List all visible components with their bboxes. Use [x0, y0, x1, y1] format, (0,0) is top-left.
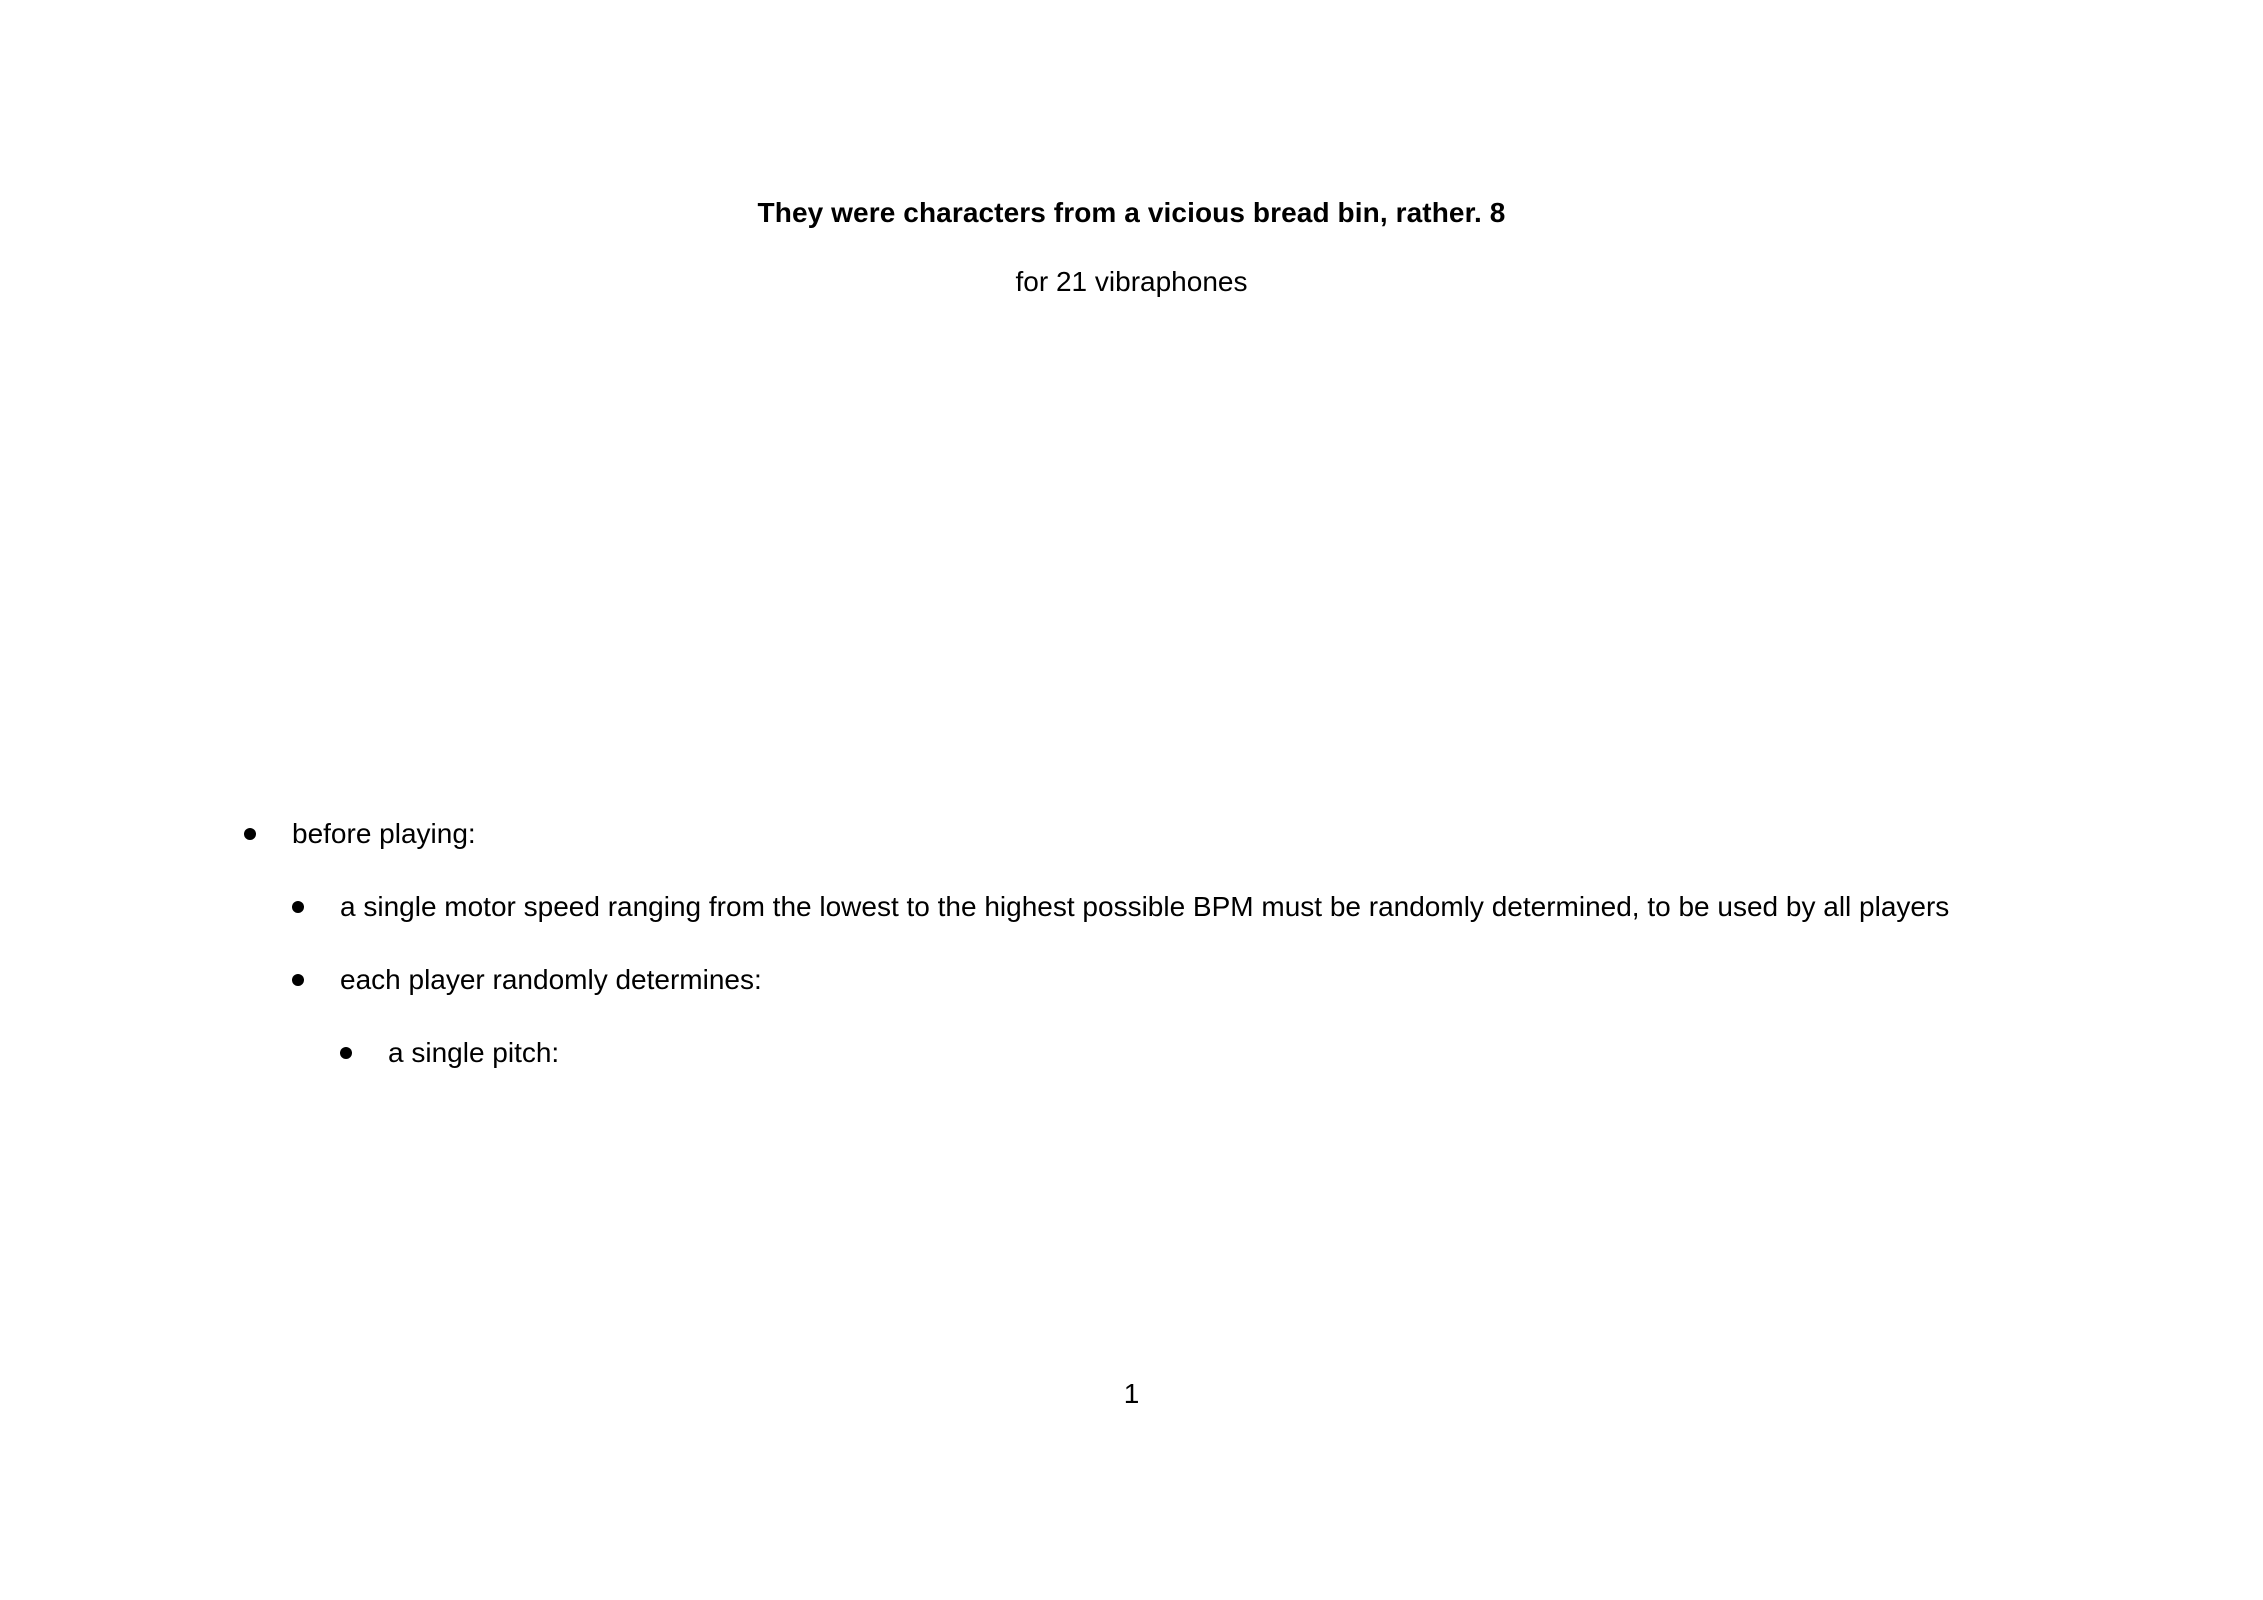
list-item-text: each player randomly determines: — [340, 964, 762, 995]
list-item-single-pitch — [340, 1033, 559, 1073]
bullet-icon — [292, 901, 304, 913]
list-item-text: before playing: — [292, 818, 476, 849]
list-item-before-playing — [244, 814, 476, 854]
document-subtitle: for 21 vibraphones — [1015, 266, 1248, 297]
document-title: They were characters from a vicious bread bin, rather. 8 — [757, 197, 1506, 228]
list-item-player-determines — [292, 960, 762, 1000]
list-item-text: a single pitch: — [388, 1037, 560, 1068]
bullet-icon — [244, 828, 256, 840]
page-number: 1 — [1123, 1378, 1140, 1409]
list-item-motor-speed — [292, 887, 1949, 927]
bullet-icon — [340, 1047, 352, 1059]
list-item-text: a single motor speed ranging from the lowest to the highest possible BPM must be randomly determined, to be used by all players — [340, 891, 1950, 922]
bullet-icon — [292, 974, 304, 986]
